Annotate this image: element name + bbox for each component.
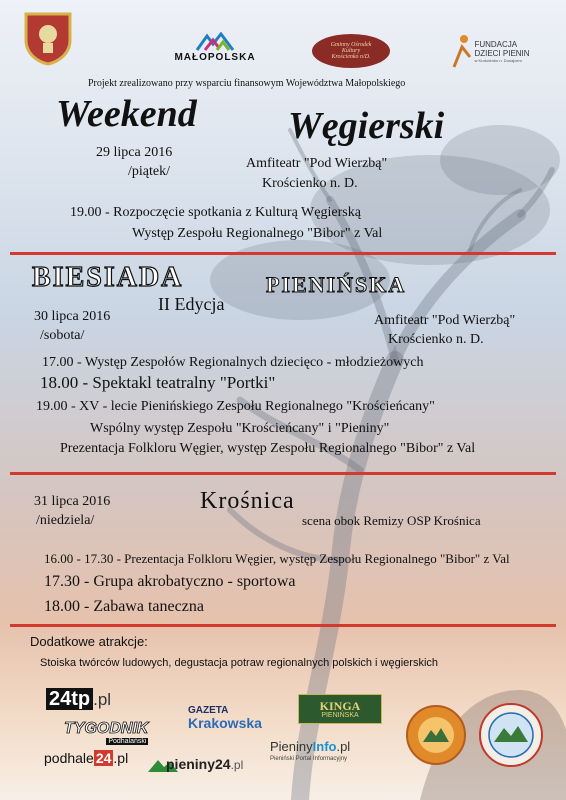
logo-24tp-pl: .pl: [93, 690, 112, 709]
day1-weekday: /piątek/: [128, 164, 170, 179]
coat-of-arms-logo: [22, 10, 74, 66]
malopolska-mountain-icon: [195, 32, 235, 52]
logo-24tp-text: 24tp: [46, 688, 93, 710]
divider-2: [10, 472, 556, 475]
logo-podhale24-num: 24: [95, 750, 112, 766]
day1-title-wegierski: Węgierski: [288, 105, 445, 147]
day2-event-1: 17.00 - Występ Zespołów Regionalnych dziecięco - młodzieżowych: [42, 355, 424, 370]
day2-title-biesiada: BIESIADA: [32, 262, 184, 293]
logo-gazeta-krakowska: [188, 706, 262, 730]
logo-kinga-pieninska: [298, 694, 382, 724]
extras-text: Stoiska twórców ludowych, degustacja potraw regionalnych polskich i węgierskich: [40, 657, 439, 669]
malopolska-logo: [170, 26, 260, 68]
day2-date: 30 lipca 2016: [34, 309, 111, 324]
logo-podhale24-pl: .pl: [113, 750, 129, 766]
fundacja-text-3: w Krościenku n. Dunajcem: [474, 57, 522, 63]
logo-pieninyinfo-text-2: Info: [312, 739, 337, 754]
day2-event-5: Prezentacja Folkloru Węgier, występ Zespołu Regionalnego "Bibor" z Val: [60, 441, 476, 456]
day2-weekday: /sobota/: [40, 328, 85, 343]
sponsor-text: Projekt zrealizowano przy wsparciu finansowym Województwa Małopolskiego: [88, 78, 406, 89]
day1-date: 29 lipca 2016: [96, 145, 173, 160]
day2-event-4: Wspólny występ Zespołu "Krościeńcany" i "Pieniny": [90, 421, 390, 436]
malopolska-text: MAŁOPOLSKA: [174, 51, 256, 63]
logo-pieninyinfo-text-3: .pl: [336, 739, 351, 754]
fundacja-figure-icon: [450, 33, 472, 69]
gok-logo: [312, 34, 390, 68]
logo-kinga-sub: PIENIŃSKA: [321, 711, 359, 719]
day1-title-weekend: Weekend: [56, 93, 197, 135]
day2-event-2: 18.00 - Spektakl teatralny "Portki": [40, 373, 276, 392]
logo-region-badge: [478, 702, 544, 768]
fundacja-logo: [440, 30, 540, 72]
gok-text-3: Krościenko n/D.: [331, 54, 371, 60]
day2-venue-1: Amfiteatr "Pod Wierzbą": [374, 313, 516, 328]
day2-event-3: 19.00 - XV - lecie Pienińskiego Zespołu Regionalnego "Krościeńcany": [36, 399, 435, 414]
logo-tygodnik: [64, 720, 148, 745]
gok-text-2: Kultury: [341, 48, 361, 54]
day3-date: 31 lipca 2016: [34, 494, 111, 509]
logo-tygodnik-sub: Podhalański: [108, 738, 147, 745]
fundacja-text-1: FUNDACJA: [474, 39, 518, 49]
fundacja-text-2: DZIECI PIENIN: [474, 48, 530, 58]
logo-kinga-text: KINGA: [319, 698, 361, 713]
logo-pieniny24-text: pieniny24: [166, 756, 231, 772]
day1-venue-2: Krościenko n. D.: [262, 176, 358, 191]
logo-gazeta-text: GAZETA: [188, 705, 229, 716]
logo-pieninyinfo-sub: Pieniński Portal Informacyjny: [270, 756, 348, 762]
extras-heading: Dodatkowe atrakcje:: [30, 634, 148, 649]
day1-venue-1: Amfiteatr "Pod Wierzbą": [246, 156, 388, 171]
logo-pieninyinfo: [270, 738, 350, 762]
day1-event-2: Występ Zespołu Regionalnego "Bibor" z Val: [132, 226, 383, 241]
day3-weekday: /niedziela/: [36, 513, 95, 528]
day2-edition: II Edycja: [158, 294, 225, 314]
logo-tygodnik-text: TYGODNIK: [64, 720, 149, 737]
divider-3: [10, 624, 556, 627]
logo-24tp: [46, 688, 111, 711]
logo-association-badge: [405, 704, 467, 766]
coat-of-arms-icon: [22, 10, 74, 66]
association-badge-icon: [405, 704, 467, 766]
divider-1: [10, 252, 556, 255]
gok-text-1: Gminny Ośrodek: [330, 42, 372, 48]
logo-pieninyinfo-text-1: Pieniny: [270, 739, 313, 754]
day3-venue: scena obok Remizy OSP Krośnica: [302, 513, 481, 528]
region-badge-icon: [478, 702, 544, 768]
logo-krakowska-text: Krakowska: [188, 715, 262, 731]
day3-event-1: 16.00 - 17.30 - Prezentacja Folkloru Węgier, występ Zespołu Regionalnego "Bibor" z Val: [44, 551, 510, 566]
day3-title: Krośnica: [200, 488, 295, 514]
day2-venue-2: Krościenko n. D.: [388, 332, 484, 347]
logo-pieniny24-pl: .pl: [230, 758, 244, 772]
day3-event-3: 18.00 - Zabawa taneczna: [44, 598, 204, 615]
logo-podhale24: [44, 750, 128, 766]
day1-event-1: 19.00 - Rozpoczęcie spotkania z Kulturą Węgierską: [70, 205, 361, 220]
day2-title-pieninska: PIENIŃSKA: [266, 272, 407, 297]
logo-pieniny24: [148, 742, 243, 772]
day3-event-2: 17.30 - Grupa akrobatyczno - sportowa: [44, 573, 296, 590]
logo-podhale24-text: podhale: [44, 750, 94, 766]
